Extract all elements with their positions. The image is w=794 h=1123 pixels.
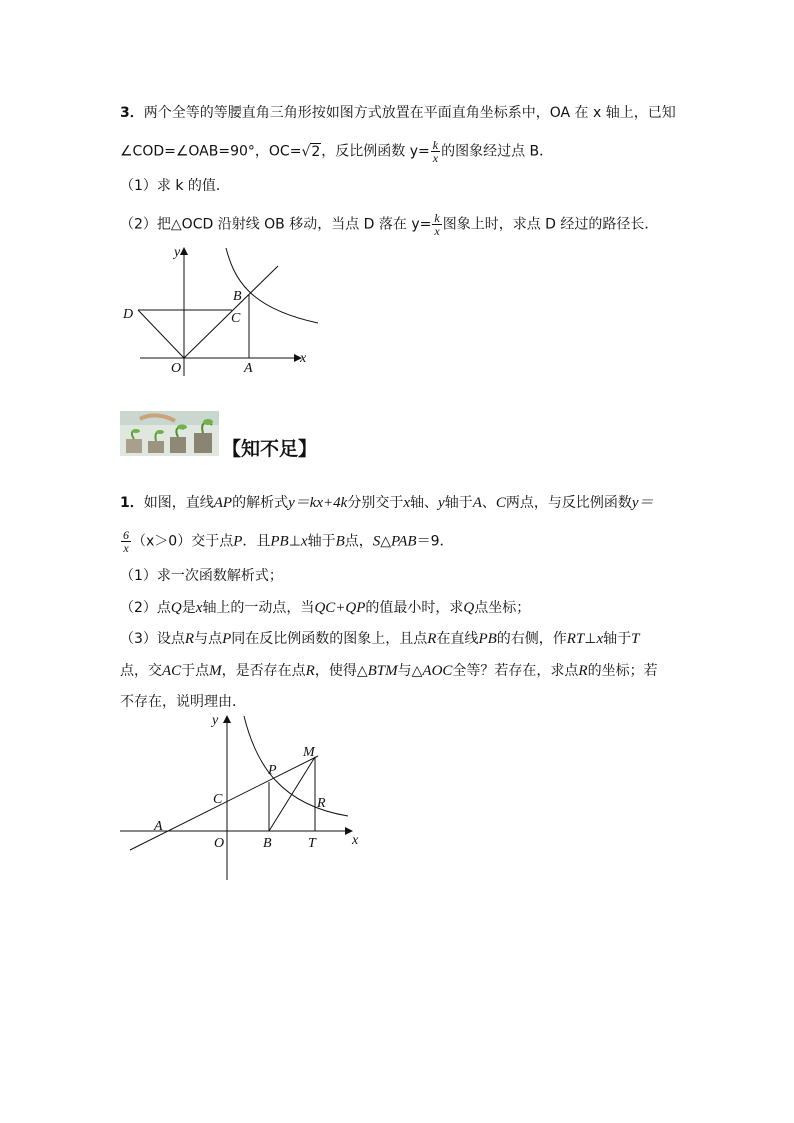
var-AP: AP — [213, 495, 233, 511]
var-PAB: PAB — [391, 533, 417, 550]
q1-line-1 — [120, 493, 654, 513]
sqrt-sign: √ — [301, 143, 311, 160]
var-P: P — [222, 631, 232, 647]
q1-number: 1． — [120, 495, 144, 511]
label-x: x — [352, 833, 359, 848]
var-T: T — [631, 631, 640, 647]
label-y: y — [174, 245, 181, 260]
var-PB: PB — [270, 533, 289, 550]
var-R: R — [427, 631, 437, 647]
q1-text: 轴、 — [410, 495, 439, 511]
var-BTM: BTM — [367, 663, 398, 679]
q1-text: 全等？若存在，求点 — [452, 663, 579, 679]
label-B: B — [263, 836, 272, 851]
section-title: 【知不足】 — [222, 438, 318, 460]
q3-text-2a: ∠COD=∠OAB=90°，OC= — [120, 143, 302, 160]
q1-text: 同在反比例函数的图象上，且点 — [231, 631, 428, 647]
var-y: y — [438, 495, 445, 511]
label-O: O — [171, 361, 182, 376]
q1-text: 轴上的一动点，当 — [202, 600, 315, 616]
perp-symbol: ⊥ — [584, 631, 597, 647]
label-x: x — [300, 351, 307, 366]
q3-text-1: 两个全等的等腰直角三角形按如图方式放置在平面直角坐标系中，OA 在 x 轴上，已知 — [143, 105, 676, 121]
q1-text: 分别交于 — [347, 495, 404, 511]
q1-text: 的坐标；若 — [587, 663, 658, 679]
q1-text: （2）点 — [120, 600, 171, 616]
q1-text: 在直线 — [436, 631, 479, 647]
q1-text: （x＞0）交于点 — [132, 533, 234, 550]
fraction-numerator: 6 — [123, 528, 129, 542]
sqrt-expression — [301, 142, 321, 162]
q1-sub-1: （1）求一次函数解析式； — [120, 568, 283, 584]
q1-text: 轴于 — [603, 631, 632, 647]
q1-figure — [116, 710, 366, 889]
var-C: C — [495, 495, 506, 511]
q1-text: （3）设点 — [120, 631, 185, 647]
q1-sub-2 — [120, 598, 530, 618]
var-x: x — [300, 533, 308, 550]
q3-sub2-text-b: 图象上时，求点 D 经过的路径长． — [442, 216, 659, 233]
var-RT: RT — [566, 631, 585, 647]
fraction-numerator: k — [432, 138, 439, 152]
q1-text: 如图，直线 — [143, 495, 214, 511]
expression-y-equals: y＝ — [631, 495, 654, 511]
var-S: S — [372, 533, 381, 550]
var-M: M — [209, 663, 222, 679]
var-AC: AC — [162, 663, 182, 679]
fraction-k-over-x-2 — [432, 212, 441, 237]
segment-DO — [138, 310, 184, 358]
q1-text: 与点 — [194, 631, 223, 647]
q1-text: 的右侧，作 — [496, 631, 567, 647]
var-x: x — [195, 600, 203, 616]
var-Q: Q — [170, 600, 182, 616]
label-y: y — [212, 713, 219, 728]
fraction-denominator: x — [434, 224, 440, 238]
q3-text-2b: ，反比例函数 y= — [321, 143, 430, 160]
q3-figure-svg — [118, 238, 328, 386]
q1-text: ＝9． — [416, 533, 454, 550]
var-QC-QP: QC+QP — [314, 600, 366, 616]
perp-symbol: ⊥ — [288, 533, 301, 550]
q3-sub2-text-a: （2）把△OCD 沿射线 OB 移动，当点 D 落在 y= — [120, 216, 432, 233]
fraction-denominator: x — [432, 151, 439, 165]
fraction-denominator: x — [123, 541, 129, 555]
var-PB: PB — [478, 631, 497, 647]
q1-sub-3-line-3: 不存在，说明理由． — [120, 694, 246, 710]
var-x: x — [596, 631, 604, 647]
label-M: M — [303, 745, 315, 760]
label-D: D — [123, 307, 134, 322]
q1-text: 于点 — [181, 663, 210, 679]
var-R: R — [578, 663, 588, 679]
q1-text: 点坐标； — [474, 600, 531, 616]
q3-number: 3． — [120, 105, 144, 121]
q3-sub-2 — [120, 212, 658, 237]
q3-line-1 — [120, 103, 676, 123]
q1-text: 点， — [344, 533, 373, 550]
q1-text: 的值最小时，求 — [365, 600, 464, 616]
q1-line-2 — [120, 529, 454, 554]
q1-text: 轴于 — [444, 495, 473, 511]
q1-text: 是 — [181, 600, 196, 616]
var-AOC: AOC — [422, 663, 453, 679]
hyperbola-curve — [244, 716, 348, 816]
q1-sub-3 — [120, 629, 640, 649]
var-R: R — [305, 663, 315, 679]
label-A: A — [244, 361, 253, 376]
fraction-6-over-x — [121, 529, 131, 554]
var-R: R — [184, 631, 195, 647]
q1-text: ．且 — [242, 533, 271, 550]
var-Q: Q — [463, 600, 475, 616]
q3-line-2 — [120, 139, 553, 164]
q3-figure — [118, 238, 328, 390]
var-B: B — [335, 533, 345, 550]
q1-text: ，是否存在点 — [221, 663, 306, 679]
label-A: A — [154, 819, 163, 834]
q1-sub-3-line-2 — [120, 661, 658, 681]
sqrt-radicand: 2 — [311, 143, 321, 160]
label-C: C — [213, 792, 223, 807]
q3-sub-1: （1）求 k 的值． — [120, 178, 230, 194]
q3-text-2c: 的图象经过点 B． — [441, 143, 554, 160]
fraction-numerator: k — [434, 211, 440, 225]
q1-figure-svg — [116, 710, 366, 885]
var-P: P — [233, 533, 243, 550]
label-C: C — [231, 311, 241, 326]
label-O: O — [214, 836, 225, 851]
label-B: B — [233, 289, 242, 304]
var-x: x — [403, 495, 411, 511]
q1-text: 轴于 — [307, 533, 336, 550]
expression-line: y＝kx+4k — [288, 495, 348, 511]
label-T: T — [308, 836, 316, 851]
label-R: R — [317, 796, 326, 811]
q1-text: 的解析式 — [232, 495, 289, 511]
triangle-symbol: △ — [380, 533, 392, 550]
label-P: P — [268, 763, 277, 778]
section-banner-image — [120, 411, 219, 456]
fraction-k-over-x — [431, 139, 440, 164]
q1-text: ，使得△ — [314, 663, 368, 679]
q1-text: 与△ — [397, 663, 423, 679]
q1-text: 两点，与反比例函数 — [505, 495, 632, 511]
q1-text: 点，交 — [120, 663, 162, 679]
q1-text: 、 — [481, 495, 496, 511]
var-A: A — [472, 495, 482, 511]
